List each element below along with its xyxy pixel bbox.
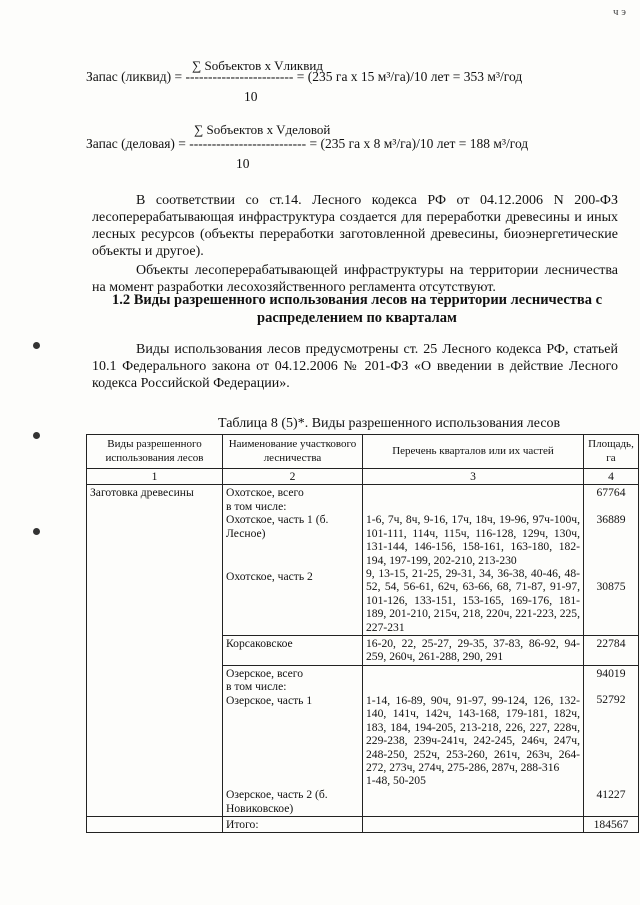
area-value: 22784 xyxy=(584,636,639,666)
forestry-name: Озерское, часть 1 xyxy=(226,693,313,707)
area-value: 36889 xyxy=(596,512,626,526)
total-label: Итого: xyxy=(223,816,363,832)
forestry-name: в том числе: xyxy=(226,499,287,513)
section-heading: 1.2 Виды разрешенного использования лесов на территории лесничества с распределением по кварталам xyxy=(111,292,603,326)
use-type-cell: Заготовка древесины xyxy=(87,485,223,817)
quarters-cell xyxy=(363,665,584,816)
forestry-cell xyxy=(223,485,363,636)
margin-dot xyxy=(33,342,40,349)
col-number: 1 xyxy=(87,469,223,485)
forestry-name: Охотское, всего xyxy=(226,486,304,500)
quarters-list: 16-20, 22, 25-27, 29-35, 37-83, 86-92, 94-259, 260ч, 261-288, 290, 291 xyxy=(363,636,584,666)
header-area: Площадь, га xyxy=(584,435,639,469)
area-value: 67764 xyxy=(596,486,626,500)
paragraph-1: В соответствии со ст.14. Лесного кодекса РФ от 04.12.2006 N 200-ФЗ лесоперерабатывающая инфраструктура создается для переработки древесины и иных лесных ресурсов (объекты переработки заготовленной древесины, биоэнергетические объекты и другое). xyxy=(92,193,618,259)
formula2-dashes: -------------------------- xyxy=(189,136,307,151)
total-area: 184567 xyxy=(584,816,639,832)
paragraph-3: Виды использования лесов предусмотрены ст. 25 Лесного кодекса РФ, статьей 10.1 Федерального закона от 04.12.2006 № 201-ФЗ «О введении в действие Лесного кодекса Российской Федерации». xyxy=(92,342,618,391)
col-number: 4 xyxy=(584,469,639,485)
area-value: 30875 xyxy=(596,580,626,594)
col-number: 2 xyxy=(223,469,363,485)
paragraph-2: Объекты лесоперерабатывающей инфраструктуры на территории лесничества на момент разработки лесохозяйственного регламента отсутствуют. xyxy=(92,263,618,295)
formula1-rhs: = (235 га x 15 м³/га)/10 лет = 353 м³/год xyxy=(293,69,523,84)
formula2-rhs: = (235 га x 8 м³/га)/10 лет = 188 м³/год xyxy=(306,136,529,151)
formula2-numerator: ∑ Sобъектов x Vделовой xyxy=(194,122,331,137)
formula2-denominator: 10 xyxy=(236,156,250,171)
formula1 xyxy=(86,69,522,85)
formula1-numerator: ∑ Sобъектов x Vликвид xyxy=(192,58,323,73)
formula2-lhs: Запас (деловая) = xyxy=(86,136,190,151)
table-caption: Таблица 8 (5)*. Виды разрешенного использования лесов xyxy=(218,416,561,431)
forestry-name: Охотское, часть 1 (б. Лесное) xyxy=(226,513,329,540)
col-number: 3 xyxy=(363,469,584,485)
area-cell xyxy=(584,485,639,636)
quarters-list: 1-48, 50-205 xyxy=(366,774,426,788)
area-value: 52792 xyxy=(596,693,626,707)
forestry-name: Корсаковское xyxy=(223,636,363,666)
forestry-name: Озерское, всего xyxy=(226,666,304,680)
formula1-denominator: 10 xyxy=(244,89,258,104)
area-value: 94019 xyxy=(596,666,626,680)
forestry-name: Озерское, часть 2 (б. Новиковское) xyxy=(226,788,328,815)
corner-mark: ч э xyxy=(612,6,626,18)
margin-dot xyxy=(33,432,40,439)
quarters-cell xyxy=(363,485,584,636)
margin-dot xyxy=(33,528,40,535)
uses-table xyxy=(86,434,639,833)
formula1-dashes: ------------------------ xyxy=(185,69,294,84)
formula1-lhs: Запас (ликвид) = xyxy=(86,69,186,84)
quarters-list: 1-6, 7ч, 8ч, 9-16, 17ч, 18ч, 19-96, 97ч-100ч, 101-111, 114ч, 115ч, 116-128, 129ч, 130ч, 131-144, 146-156, 158-161, 163-180, 182-194, 197-199, 202-210, 213-230 xyxy=(366,513,580,567)
quarters-list: 9, 13-15, 21-25, 29-31, 34, 36-38, 40-46, 48-52, 54, 56-61, 62ч, 63-66, 68, 71-87, 91-97, 101-126, 133-151, 153-165, 169-176, 181-189, 201-210, 215ч, 218, 220ч, 221-223, 225, 227-231 xyxy=(366,567,580,634)
formula2 xyxy=(86,136,528,152)
forestry-name: Охотское, часть 2 xyxy=(226,570,313,584)
quarters-list: 1-14, 16-89, 90ч, 91-97, 99-124, 126, 132-140, 141ч, 142ч, 143-168, 179-181, 182ч, 183, 184, 194-205, 213-218, 226, 227, 228ч, 229-238, 239ч-241ч, 242-245, 246ч, 247ч, 248-250, 252ч, 253-260, 261ч, 263ч, 264-272, 273ч, 274ч, 275-286, 287ч, 288-316 xyxy=(366,693,580,774)
header-use-type: Виды разрешенного использования лесов xyxy=(87,435,223,469)
area-value: 41227 xyxy=(596,787,626,801)
header-quarters: Перечень кварталов или их частей xyxy=(363,435,584,469)
area-cell xyxy=(584,665,639,816)
header-forestry: Наименование участкового лесничества xyxy=(223,435,363,469)
forestry-name: в том числе: xyxy=(226,680,287,694)
forestry-cell xyxy=(223,665,363,816)
